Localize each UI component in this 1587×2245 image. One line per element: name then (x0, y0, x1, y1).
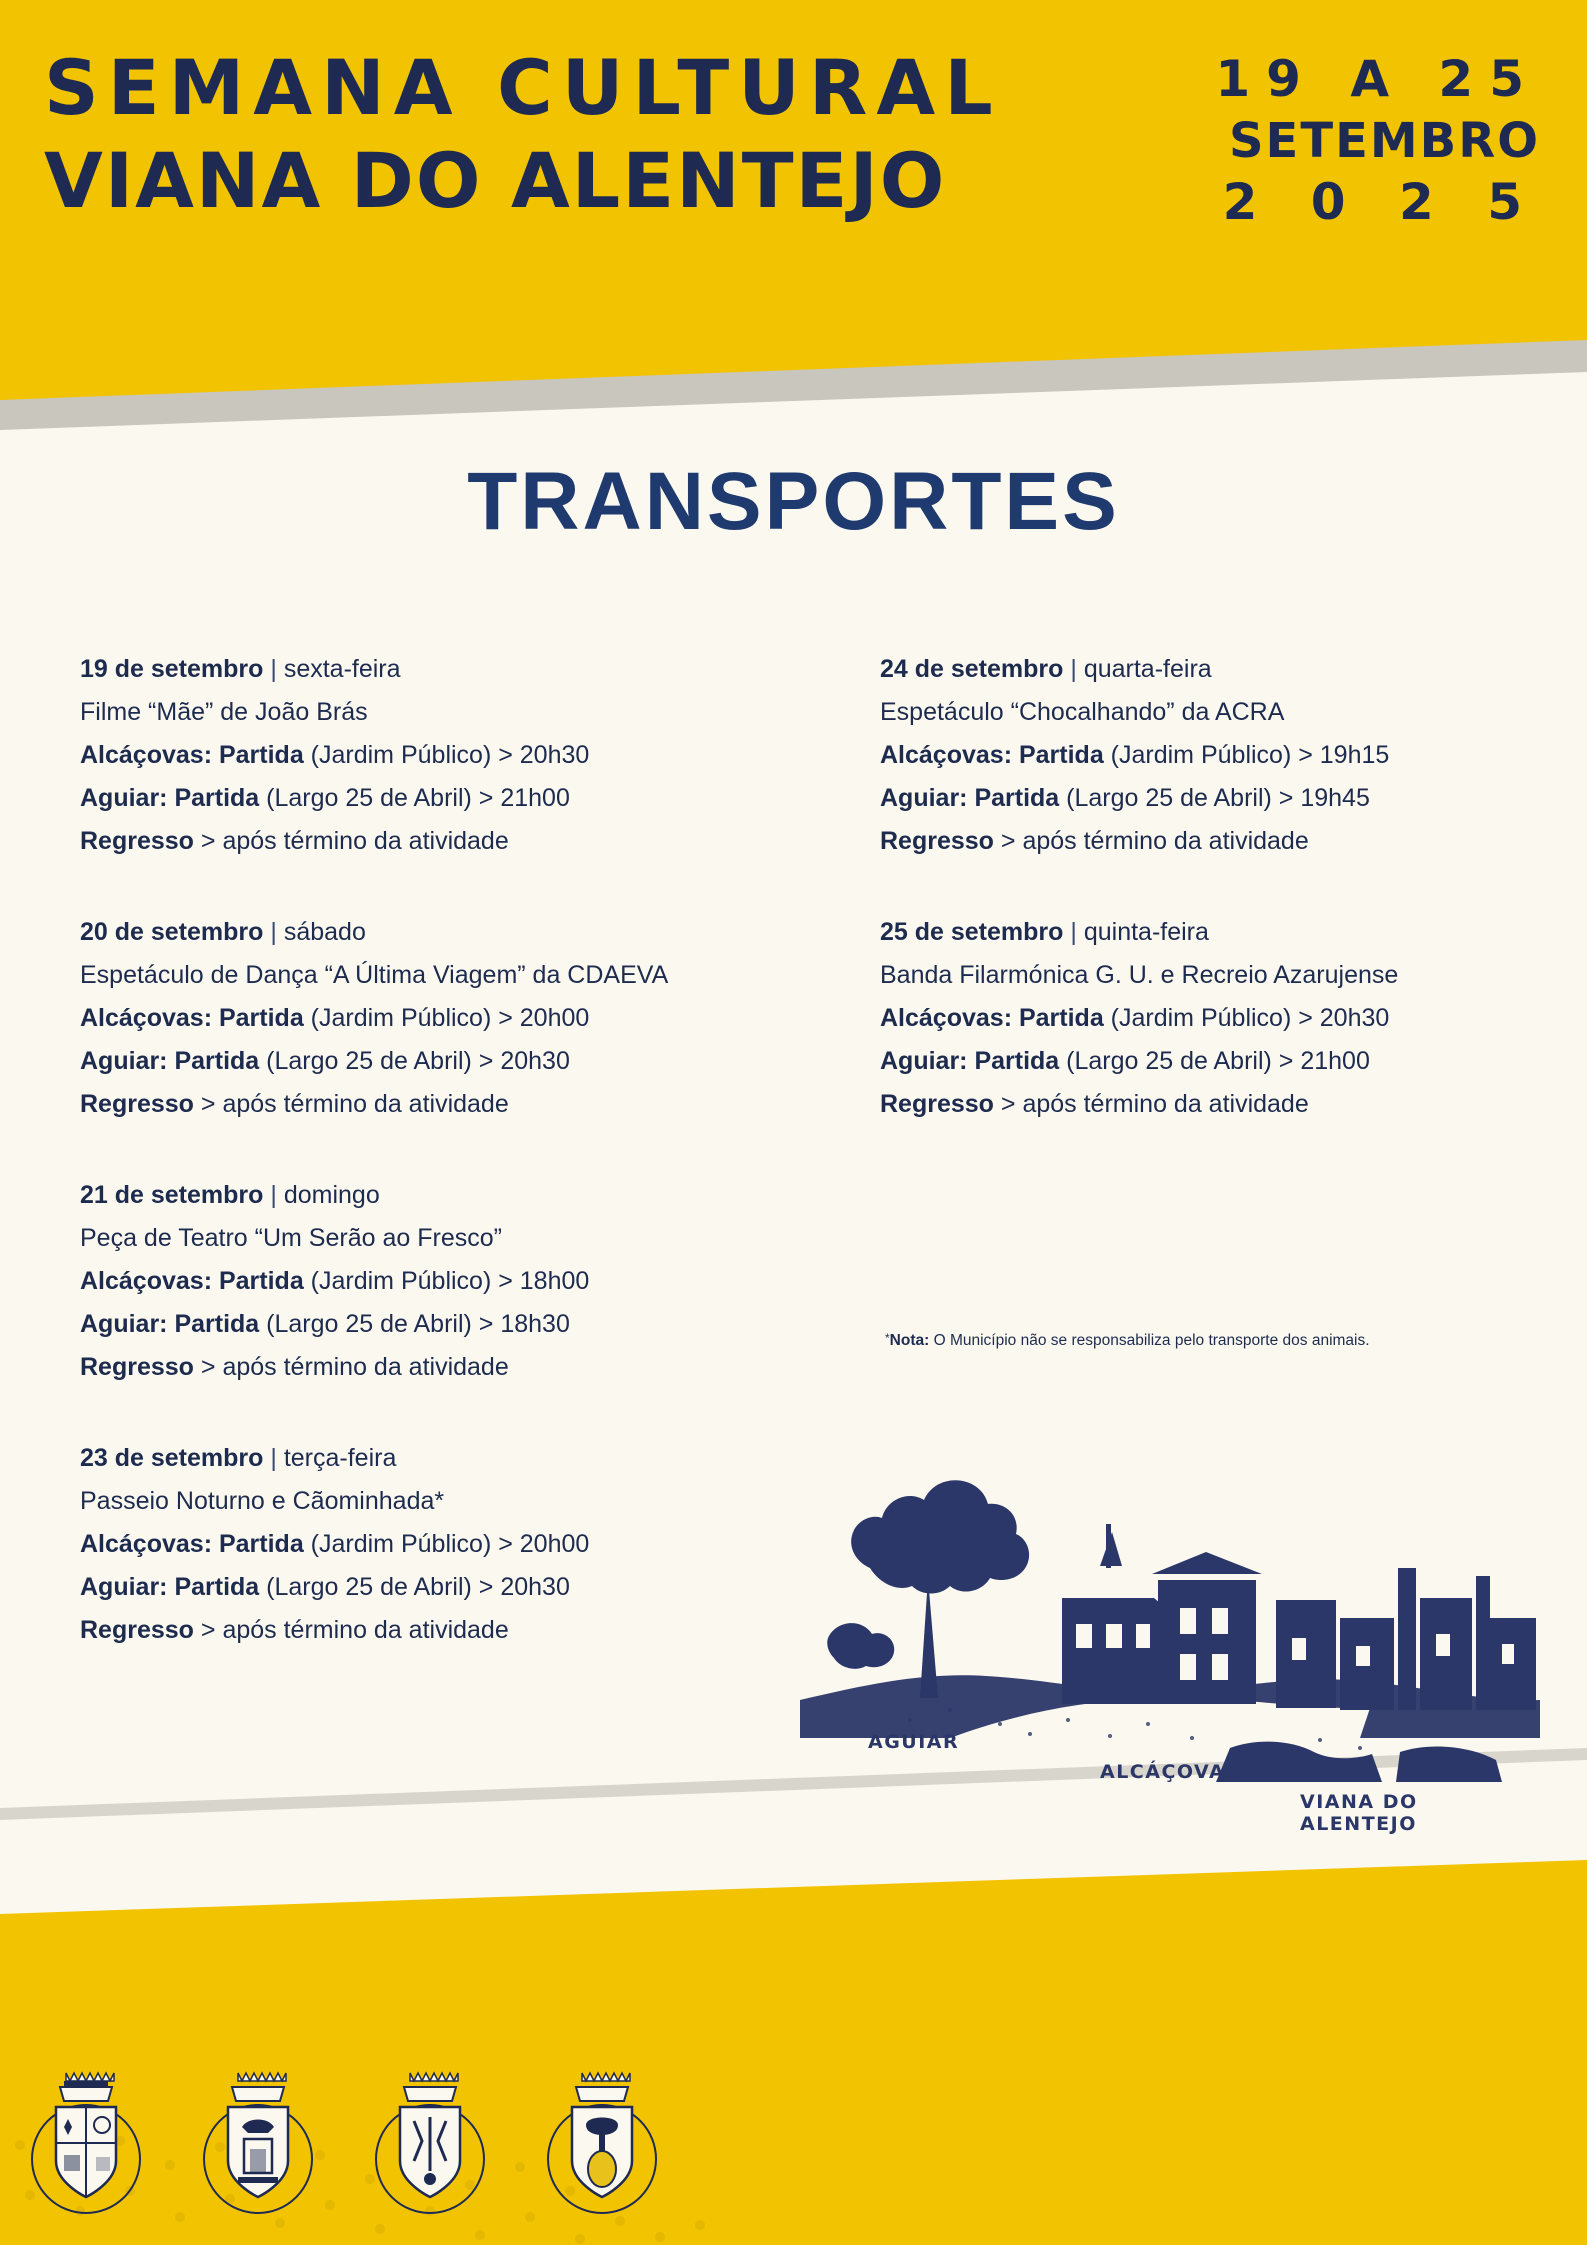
entry-return-text: > após término da atividade (200, 827, 509, 855)
schedule-left-column (80, 648, 870, 1700)
entry-weekday: sexta-feira (283, 655, 401, 683)
schedule-entry (80, 911, 870, 1126)
crest-freguesia-viana-icon (546, 2063, 658, 2231)
footnote-asterisk: * (885, 1331, 890, 1345)
entry-departure1-time: > 20h30 (498, 741, 590, 769)
entry-weekday: quinta-feira (1083, 918, 1209, 946)
entry-departure2-time: > 21h00 (1278, 1047, 1370, 1075)
illustration-label-viana: VIANA DO ALENTEJO (1300, 1791, 1418, 1835)
entry-separator: | (270, 1444, 277, 1472)
entry-departure2-time: > 20h30 (478, 1573, 570, 1601)
entry-departure2-label: Aguiar: Partida (880, 784, 1060, 812)
event-month: SETEMBRO (1228, 112, 1540, 169)
entry-separator: | (270, 1181, 277, 1209)
entry-return-label: Regresso (80, 1090, 194, 1118)
entry-departure2-place: (Largo 25 de Abril) (1066, 784, 1272, 812)
entry-return-label: Regresso (80, 1353, 194, 1381)
entry-departure1-time: > 20h00 (498, 1004, 590, 1032)
entry-return-label: Regresso (80, 1616, 194, 1644)
entry-weekday: sábado (283, 918, 366, 946)
entry-departure2-label: Aguiar: Partida (80, 1310, 260, 1338)
entry-return-text: > após término da atividade (200, 1090, 509, 1118)
entry-departure2-time: > 21h00 (478, 784, 570, 812)
entry-date: 19 de setembro (80, 655, 264, 683)
entry-departure1-time: > 20h00 (498, 1530, 590, 1558)
entry-event: Filme “Mãe” de João Brás (80, 698, 368, 726)
entry-departure2-time: > 19h45 (1278, 784, 1370, 812)
crest-aguiar-icon (202, 2063, 314, 2231)
entry-departure1-time: > 19h15 (1298, 741, 1390, 769)
schedule-entry (880, 911, 1530, 1126)
illustration-label-alcacovas: ALCÁÇOVAS (1100, 1761, 1241, 1783)
entry-departure2-label: Aguiar: Partida (80, 784, 260, 812)
entry-departure2-place: (Largo 25 de Abril) (1066, 1047, 1272, 1075)
entry-event: Peça de Teatro “Um Serão ao Fresco” (80, 1224, 502, 1252)
schedule-entry (80, 1174, 870, 1389)
entry-departure2-label: Aguiar: Partida (880, 1047, 1060, 1075)
entry-departure1-place: (Jardim Público) (310, 1530, 492, 1558)
entry-return-text: > após término da atividade (200, 1353, 509, 1381)
footnote-label: Nota: (889, 1332, 930, 1349)
entry-departure1-place: (Jardim Público) (1110, 741, 1292, 769)
event-year: 2 0 2 5 (1222, 172, 1540, 231)
entry-departure2-label: Aguiar: Partida (80, 1573, 260, 1601)
crest-viana-do-alentejo-icon (30, 2063, 142, 2231)
entry-weekday: terça-feira (283, 1444, 397, 1472)
entry-separator: | (1070, 655, 1077, 683)
event-title-line1: SEMANA CULTURAL (44, 43, 1002, 132)
entry-event: Espetáculo de Dança “A Última Viagem” da CDAEVA (80, 961, 669, 989)
entry-return-text: > após término da atividade (200, 1616, 509, 1644)
entry-departure1-time: > 18h00 (498, 1267, 590, 1295)
entry-departure2-place: (Largo 25 de Abril) (266, 1047, 472, 1075)
entry-departure2-place: (Largo 25 de Abril) (266, 1573, 472, 1601)
entry-date: 24 de setembro (880, 655, 1064, 683)
crest-aguiar (202, 2063, 314, 2231)
crest-freguesia-viana (546, 2063, 658, 2231)
entry-departure1-time: > 20h30 (1298, 1004, 1390, 1032)
schedule-entry (880, 648, 1530, 863)
entry-weekday: quarta-feira (1083, 655, 1212, 683)
event-dates (1200, 48, 1540, 233)
entry-return-label: Regresso (880, 827, 994, 855)
entry-departure2-label: Aguiar: Partida (80, 1047, 260, 1075)
entry-departure2-place: (Largo 25 de Abril) (266, 784, 472, 812)
entry-return-label: Regresso (80, 827, 194, 855)
entry-departure2-place: (Largo 25 de Abril) (266, 1310, 472, 1338)
event-title (44, 42, 1002, 227)
schedule-right-column (880, 648, 1530, 1174)
entry-separator: | (270, 655, 277, 683)
entry-departure1-place: (Jardim Público) (1110, 1004, 1292, 1032)
entry-return-label: Regresso (880, 1090, 994, 1118)
entry-departure1-label: Alcáçovas: Partida (80, 1530, 304, 1558)
entry-departure1-label: Alcáçovas: Partida (880, 741, 1104, 769)
entry-return-text: > após término da atividade (1000, 827, 1309, 855)
crest-viana-do-alentejo (30, 2063, 142, 2231)
event-title-line2: VIANA DO ALENTEJO (44, 135, 947, 225)
schedule-entry (80, 1437, 870, 1652)
entry-departure1-place: (Jardim Público) (310, 741, 492, 769)
entry-departure1-label: Alcáçovas: Partida (80, 741, 304, 769)
footnote (885, 1330, 1525, 1352)
entry-departure1-label: Alcáçovas: Partida (80, 1267, 304, 1295)
entry-departure2-time: > 18h30 (478, 1310, 570, 1338)
entry-departure2-time: > 20h30 (478, 1047, 570, 1075)
schedule-entry (80, 648, 870, 863)
event-date-range: 19 A 25 (1215, 50, 1540, 108)
entry-departure1-label: Alcáçovas: Partida (80, 1004, 304, 1032)
illustration-label-aguiar: AGUIAR (868, 1731, 960, 1753)
entry-event: Espetáculo “Chocalhando” da ACRA (880, 698, 1285, 726)
entry-departure1-place: (Jardim Público) (310, 1267, 492, 1295)
crest-alcacovas (374, 2063, 486, 2231)
page-title: TRANSPORTES (467, 456, 1120, 547)
crest-alcacovas-icon (374, 2063, 486, 2231)
entry-event: Passeio Noturno e Cãominhada* (80, 1487, 445, 1515)
entry-date: 20 de setembro (80, 918, 264, 946)
footer-crests (30, 2051, 730, 2231)
entry-separator: | (1070, 918, 1077, 946)
village-illustration (800, 1448, 1540, 1835)
entry-departure1-place: (Jardim Público) (310, 1004, 492, 1032)
entry-date: 21 de setembro (80, 1181, 264, 1209)
entry-weekday: domingo (283, 1181, 380, 1209)
entry-separator: | (270, 918, 277, 946)
entry-event: Banda Filarmónica G. U. e Recreio Azarujense (880, 961, 1399, 989)
entry-date: 25 de setembro (880, 918, 1064, 946)
footnote-text: O Município não se responsabiliza pelo transporte dos animais. (929, 1332, 1370, 1349)
entry-return-text: > após término da atividade (1000, 1090, 1309, 1118)
entry-date: 23 de setembro (80, 1444, 264, 1472)
entry-departure1-label: Alcáçovas: Partida (880, 1004, 1104, 1032)
